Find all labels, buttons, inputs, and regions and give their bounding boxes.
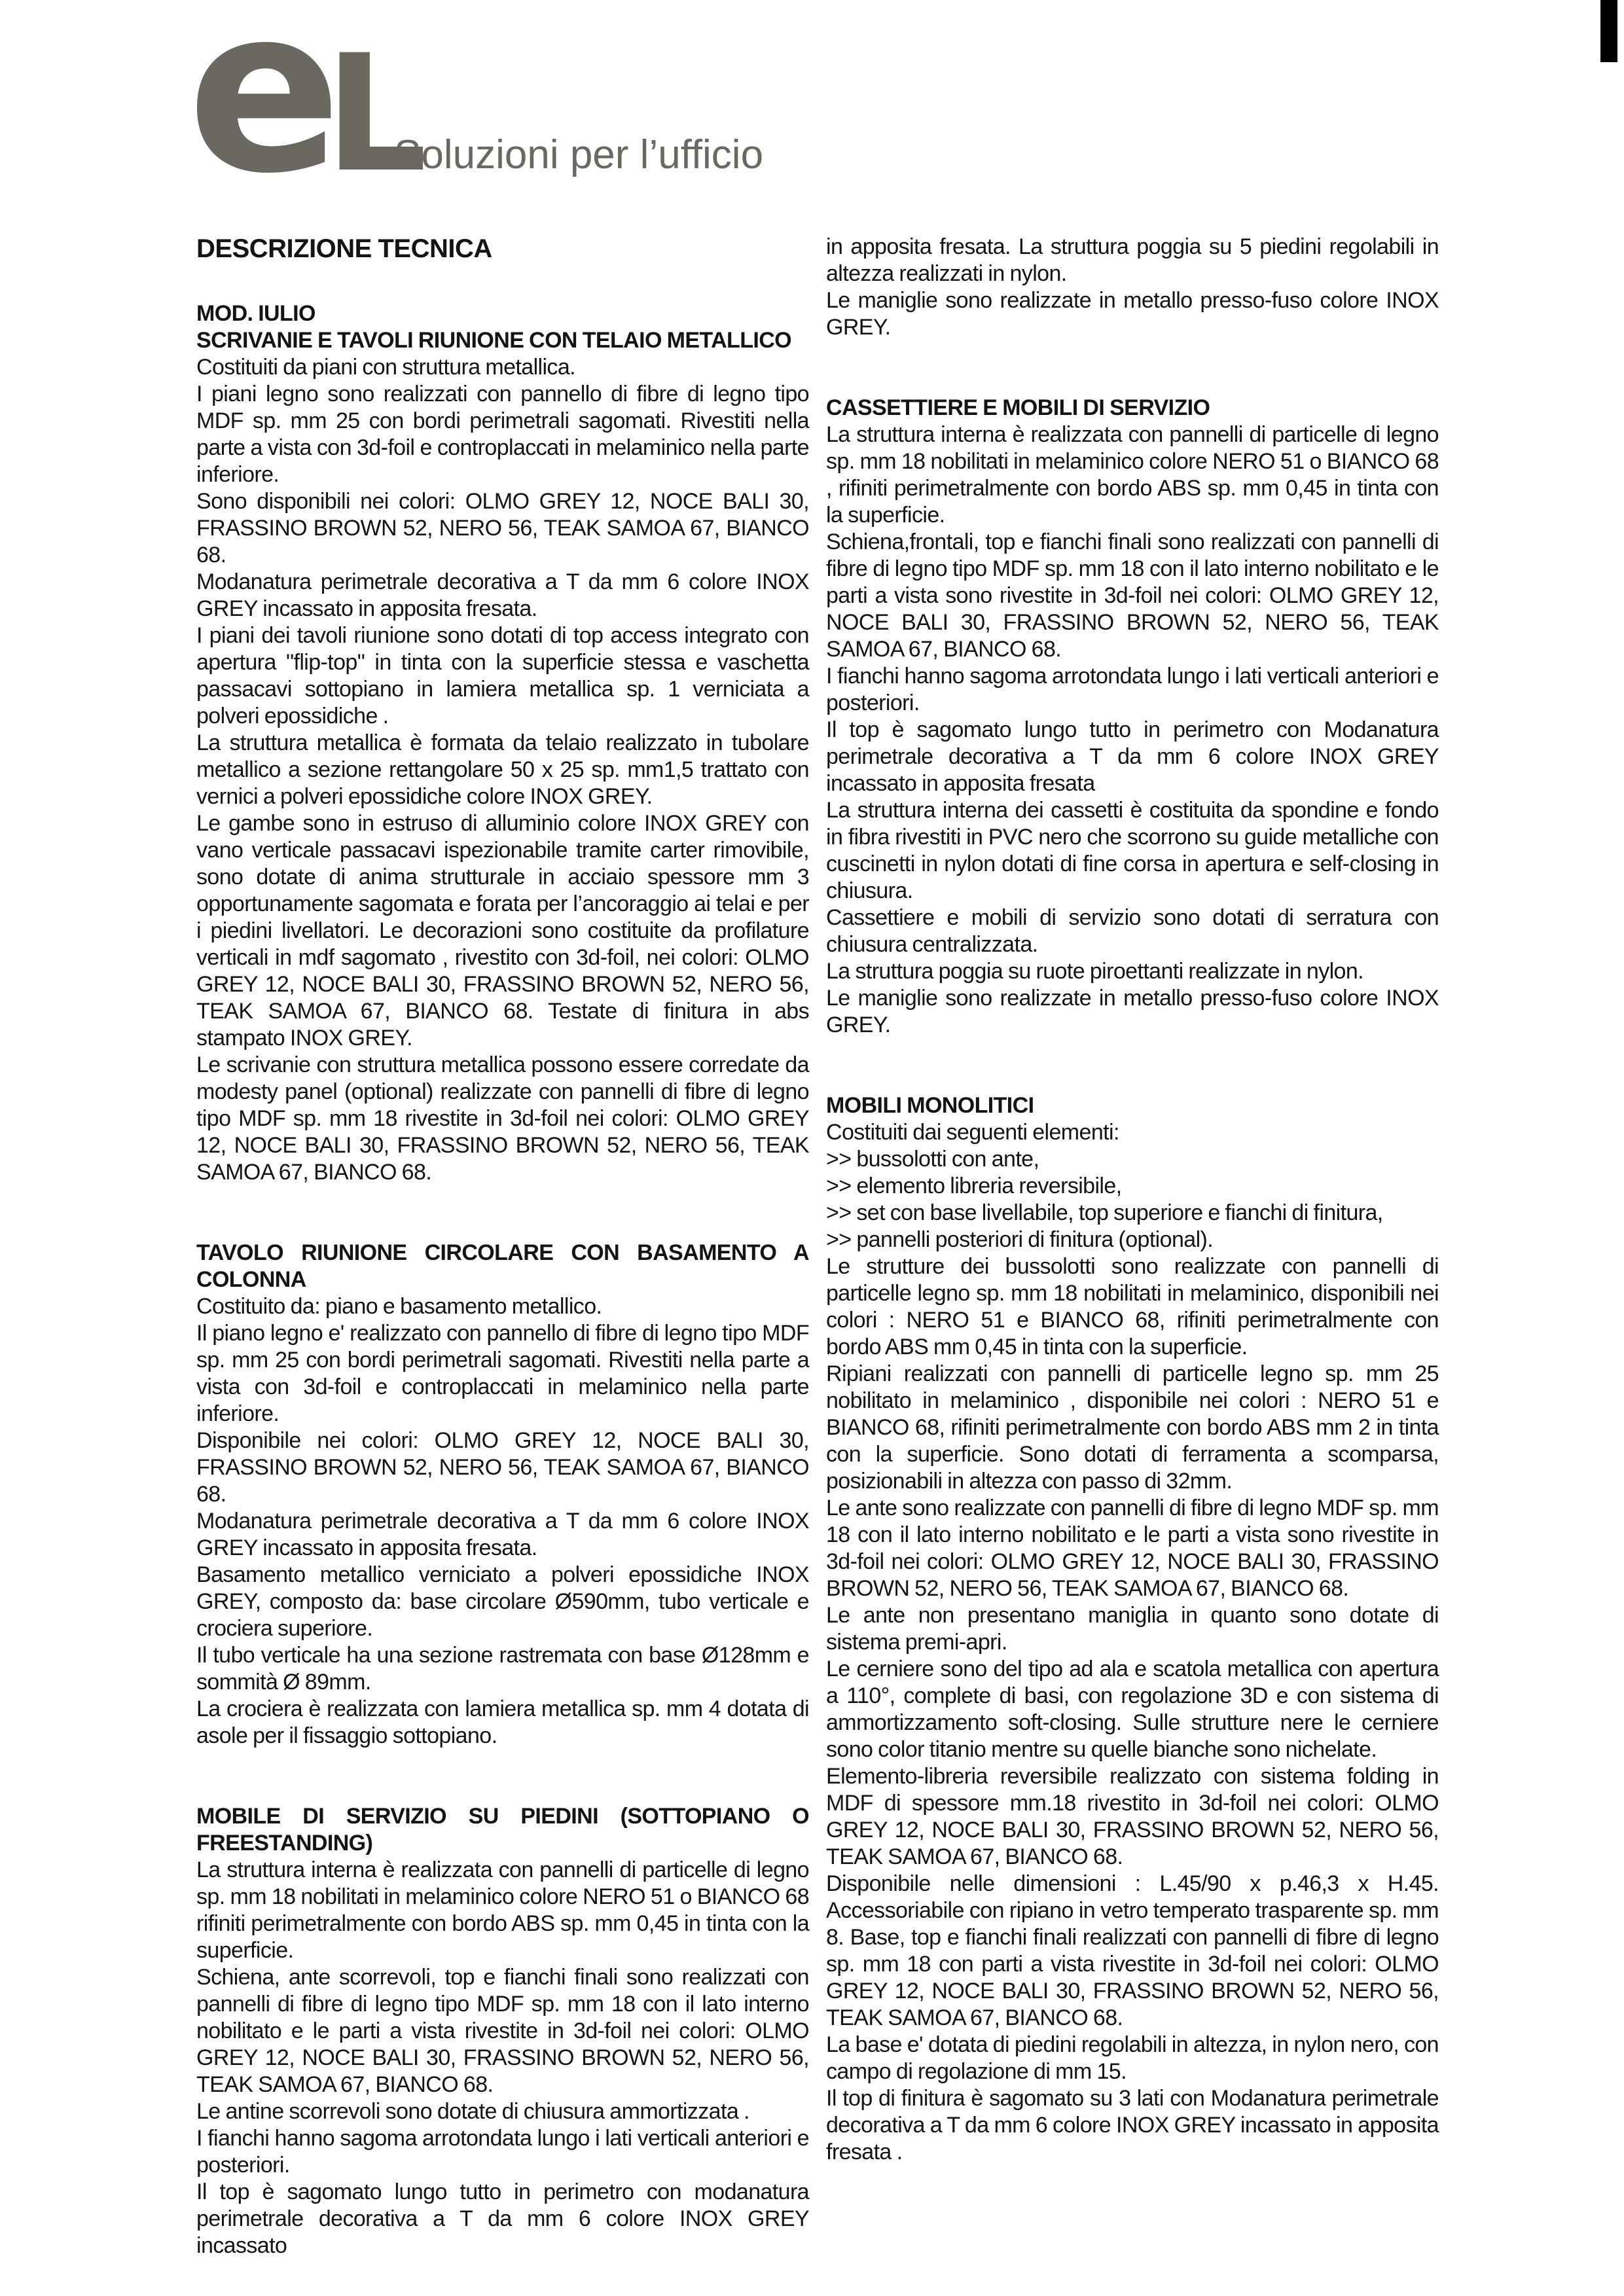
paragraph: Le cerniere sono del tipo ad ala e scatola metallica con apertura a 110°, complete di basi, con regolazione 3D e con sistema di ammortizzamento soft-closing. Sulle strutture nere le cerniere sono color titanio mentre su quelle bianche sono nichelate. xyxy=(826,1657,1439,1762)
section-heading: MOBILE DI SERVIZIO SU PIEDINI (SOTTOPIANO O FREESTANDING) xyxy=(196,1804,809,1856)
paragraph: Le antine scorrevoli sono dotate di chiusura ammortizzata . xyxy=(196,2099,749,2124)
paragraph: Le maniglie sono realizzate in metallo presso-fuso colore INOX GREY. xyxy=(826,288,1439,340)
paragraph: Il piano legno e' realizzato con pannello di fibre di legno tipo MDF sp. mm 25 con bordi perimetrali sagomati. Rivestiti nella parte a vista con 3d-foil e controplaccati in melaminico nella parte inferiore. xyxy=(196,1321,809,1426)
paragraph: La crociera è realizzata con lamiera metallica sp. mm 4 dotata di asole per il fissaggio sottopiano. xyxy=(196,1696,809,1748)
section-heading: SCRIVANIE E TAVOLI RIUNIONE CON TELAIO METALLICO xyxy=(196,328,792,353)
paragraph: La struttura poggia su ruote piroettanti realizzate in nylon. xyxy=(826,959,1364,984)
paragraph: Le gambe sono in estruso di alluminio colore INOX GREY con vano verticale passacavi ispezionabile tramite carter rimovibile, sono dotate di anima strutturale in acciaio spessore mm 3 opportunamente sagomata e forata per l’ancoraggio ai telai e per i piedini livellatori. Le decorazioni sono costituite da profilature verticali in mdf sagomato , rivestito con 3d-foil, nei colori: OLMO GREY 12, NOCE BALI 30, FRASSINO BROWN 52, NERO 56, TEAK SAMOA 67, BIANCO 68. Testate di finitura in abs stampato INOX GREY. xyxy=(196,811,809,1050)
section-heading: CASSETTIERE E MOBILI DI SERVIZIO xyxy=(826,395,1210,420)
paragraph: >> bussolotti con ante, xyxy=(826,1147,1039,1172)
paragraph: Disponibile nelle dimensioni : L.45/90 x p.46,3 x H.45. Accessoriabile con ripiano in vetro temperato trasparente sp. mm 8. Base, top e fianchi finali realizzati con pannelli di fibre di legno sp. mm 18 con parti a vista rivestite in 3d-foil nei colori: OLMO GREY 12, NOCE BALI 30, FRASSINO BROWN 52, NERO 56, TEAK SAMOA 67, BIANCO 68. xyxy=(826,1871,1439,2030)
paragraph: La struttura interna dei cassetti è costituita da spondine e fondo in fibra rivestiti in PVC nero che scorrono su guide metalliche con cuscinetti in nylon dotati di fine corsa in apertura e self-closing in chiusura. xyxy=(826,798,1439,903)
paragraph: >> set con base livellabile, top superiore e fianchi di finitura, xyxy=(826,1200,1383,1225)
paragraph: Le ante sono realizzate con pannelli di fibre di legno MDF sp. mm 18 con il lato interno nobilitato e le parti a vista sono rivestite in 3d-foil nei colori: OLMO GREY 12, NOCE BALI 30, FRASSINO BROWN 52, NERO 56, TEAK SAMOA 67, BIANCO 68. xyxy=(826,1496,1439,1601)
paragraph: Disponibile nei colori: OLMO GREY 12, NOCE BALI 30, FRASSINO BROWN 52, NERO 56, TEAK SAMOA 67, BIANCO 68. xyxy=(196,1428,809,1507)
paragraph: La struttura interna è realizzata con pannelli di particelle di legno sp. mm 18 nobilitati in melaminico colore NERO 51 o BIANCO 68 , rifiniti perimetralmente con bordo ABS sp. mm 0,45 in tinta con la superficie. xyxy=(826,422,1439,528)
section-gap xyxy=(826,341,1439,395)
section-heading: MOD. IULIO xyxy=(196,301,316,326)
section-heading: MOBILI MONOLITICI xyxy=(826,1093,1034,1118)
paragraph: Il top è sagomato lungo tutto in perimetro con Modanatura perimetrale decorativa a T da mm 6 colore INOX GREY incassato in apposita fresata xyxy=(826,717,1439,796)
logo-letter-l: L xyxy=(325,21,421,208)
paragraph: Le ante non presentano maniglia in quanto sono dotate di sistema premi-apri. xyxy=(826,1603,1439,1655)
left-column xyxy=(196,234,809,2259)
paragraph: Il tubo verticale ha una sezione rastremata con base Ø128mm e sommità Ø 89mm. xyxy=(196,1643,809,1695)
paragraph: Schiena, ante scorrevoli, top e fianchi finali sono realizzati con pannelli di fibre di legno tipo MDF sp. mm 18 con il lato interno nobilitato e le parti a vista rivestite in 3d-foil nei colori: OLMO GREY 12, NOCE BALI 30, FRASSINO BROWN 52, NERO 56, TEAK SAMOA 67, BIANCO 68. xyxy=(196,1965,809,2097)
paragraph: Basamento metallico verniciato a polveri epossidiche INOX GREY, composto da: base circolare Ø590mm, tubo verticale e crociera superiore. xyxy=(196,1562,809,1641)
paragraph: Ripiani realizzati con pannelli di particelle legno sp. mm 25 nobilitato in melaminico , disponibile nei colori : NERO 51 e BIANCO 68, rifiniti perimetralmente con bordo ABS mm 2 in tinta con la superficie. Sono dotati di ferramenta a scomparsa, posizionabili in altezza con passo di 32mm. xyxy=(826,1361,1439,1494)
paragraph: Modanatura perimetrale decorativa a T da mm 6 colore INOX GREY incassato in apposita fresata. xyxy=(196,569,809,621)
paragraph: Le scrivanie con struttura metallica possono essere corredate da modesty panel (optional) realizzate con pannelli di fibre di legno tipo MDF sp. mm 18 rivestite in 3d-foil nei colori: OLMO GREY 12, NOCE BALI 30, FRASSINO BROWN 52, NERO 56, TEAK SAMOA 67, BIANCO 68. xyxy=(196,1052,809,1185)
paragraph: in apposita fresata. La struttura poggia su 5 piedini regolabili in altezza realizzati in nylon. xyxy=(826,234,1439,286)
paragraph: >> pannelli posteriori di finitura (optional). xyxy=(826,1227,1214,1252)
scan-artifact-mark xyxy=(1600,0,1617,62)
paragraph: La struttura metallica è formata da telaio realizzato in tubolare metallico a sezione rettangolare 50 x 25 sp. mm1,5 trattato con vernici a polveri epossidiche colore INOX GREY. xyxy=(196,730,809,809)
document-title: DESCRIZIONE TECNICA xyxy=(196,234,492,263)
paragraph: Il top di finitura è sagomato su 3 lati con Modanatura perimetrale decorativa a T da mm 6 colore INOX GREY incassato in apposita fresata . xyxy=(826,2086,1439,2164)
company-logo xyxy=(187,0,421,224)
section-gap xyxy=(826,1039,1439,1092)
logo-tagline: Soluzioni per l’ufficio xyxy=(394,132,764,177)
paragraph: I piani legno sono realizzati con pannello di fibre di legno tipo MDF sp. mm 25 con bordi perimetrali sagomati. Rivestiti nella parte a vista con 3d-foil e controplaccati in melaminico nella parte inferiore. xyxy=(196,382,809,487)
paragraph: La struttura interna è realizzata con pannelli di particelle di legno sp. mm 18 nobilitati in melaminico colore NERO 51 o BIANCO 68 rifiniti perimetralmente con bordo ABS sp. mm 0,45 in tinta con la superficie. xyxy=(196,1857,809,1963)
section-gap xyxy=(196,1749,809,1803)
section-gap xyxy=(196,1186,809,1240)
paragraph: Cassettiere e mobili di servizio sono dotati di serratura con chiusura centralizzata. xyxy=(826,905,1439,957)
paragraph: Costituiti da piani con struttura metallica. xyxy=(196,355,575,380)
paragraph: Elemento-libreria reversibile realizzato con sistema folding in MDF di spessore mm.18 rivestito in 3d-foil nei colori: OLMO GREY 12, NOCE BALI 30, FRASSINO BROWN 52, NERO 56, TEAK SAMOA 67, BIANCO 68. xyxy=(826,1764,1439,1869)
paragraph: Schiena,frontali, top e fianchi finali sono realizzati con pannelli di fibre di legno tipo MDF sp. mm 18 con il lato interno nobilitato e le parti a vista sono rivestite in 3d-foil nei colori: OLMO GREY 12, NOCE BALI 30, FRASSINO BROWN 52, NERO 56, TEAK SAMOA 67, BIANCO 68. xyxy=(826,529,1439,662)
paragraph: I piani dei tavoli riunione sono dotati di top access integrato con apertura "flip-top" in tinta con la superficie stessa e vaschetta passacavi sottopiano in lamiera metallica sp. 1 verniciata a polveri epossidiche . xyxy=(196,623,809,728)
paragraph: Le maniglie sono realizzate in metallo presso-fuso colore INOX GREY. xyxy=(826,986,1439,1037)
paragraph: I fianchi hanno sagoma arrotondata lungo i lati verticali anteriori e posteriori. xyxy=(196,2126,809,2178)
paragraph: Il top è sagomato lungo tutto in perimetro con modanatura perimetrale decorativa a T da mm 6 colore INOX GREY incassato xyxy=(196,2179,809,2258)
paragraph: La base e' dotata di piedini regolabili in altezza, in nylon nero, con campo di regolazione di mm 15. xyxy=(826,2032,1439,2084)
paragraph: >> elemento libreria reversibile, xyxy=(826,1174,1122,1198)
right-column xyxy=(826,234,1439,2166)
paragraph: Costituiti dai seguenti elementi: xyxy=(826,1120,1119,1145)
paragraph: Le strutture dei bussolotti sono realizzate con pannelli di particelle legno sp. mm 18 nobilitati in melaminico, disponibili nei colori : NERO 51 e BIANCO 68, rifiniti perimetralmente con bordo ABS mm 0,45 in tinta con la superficie. xyxy=(826,1254,1439,1359)
section-heading: TAVOLO RIUNIONE CIRCOLARE CON BASAMENTO A COLONNA xyxy=(196,1240,809,1292)
logo-letter-e: e xyxy=(187,0,336,224)
paragraph: Costituito da: piano e basamento metallico. xyxy=(196,1294,602,1319)
paragraph: I fianchi hanno sagoma arrotondata lungo i lati verticali anteriori e posteriori. xyxy=(826,664,1439,715)
paragraph: Modanatura perimetrale decorativa a T da mm 6 colore INOX GREY incassato in apposita fresata. xyxy=(196,1509,809,1560)
paragraph: Sono disponibili nei colori: OLMO GREY 12, NOCE BALI 30, FRASSINO BROWN 52, NERO 56, TEAK SAMOA 67, BIANCO 68. xyxy=(196,489,809,567)
